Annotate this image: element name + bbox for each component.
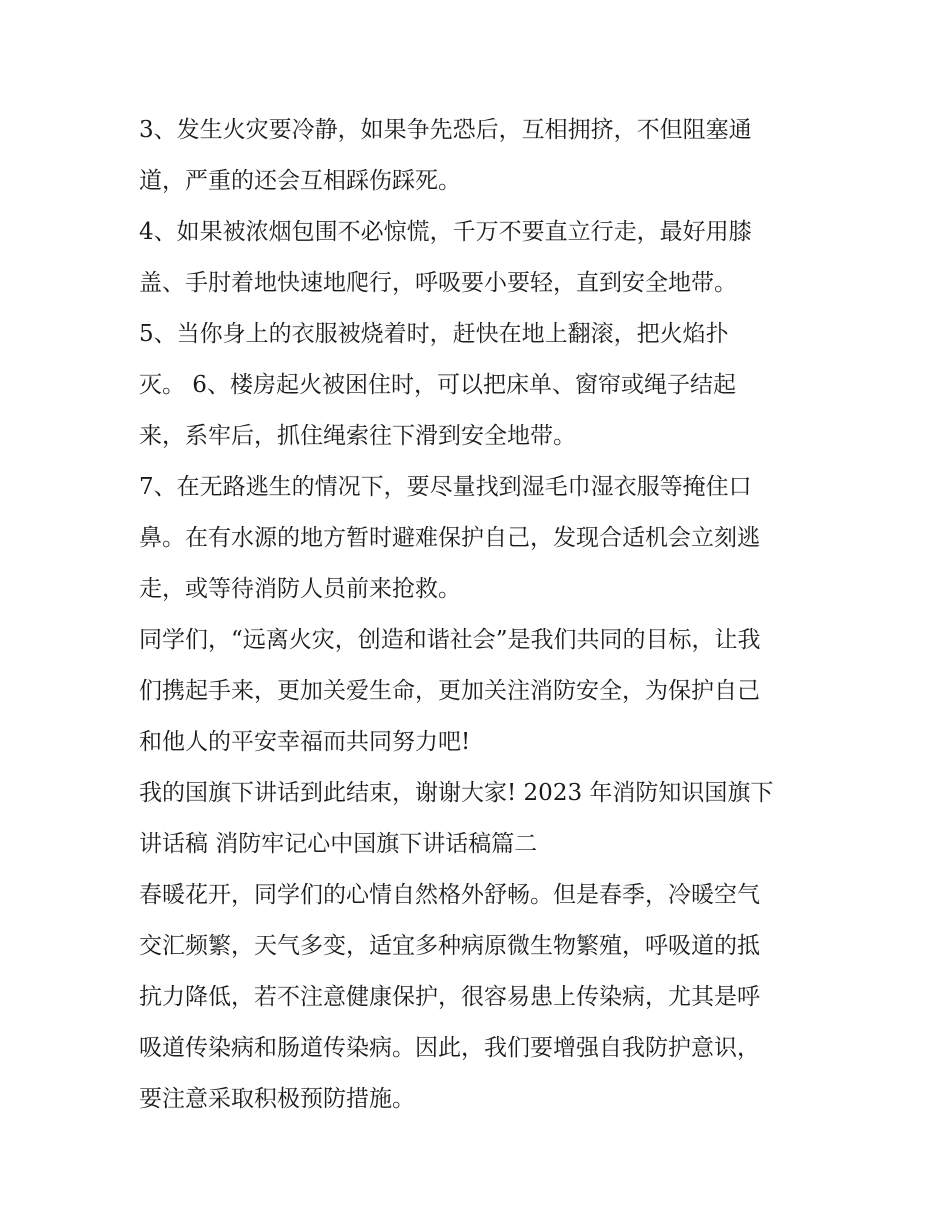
text-line: 吸道传染病和肠道传染病。因此，我们要增强自我防护意识， — [139, 1035, 760, 1061]
text-line: 来，系牢后，抓住绳索往下滑到安全地带。 — [139, 423, 576, 449]
text-line: 灭。 6、楼房起火被困住时，可以把床单、窗帘或绳子结起 — [139, 372, 736, 398]
document-body — [139, 105, 819, 1125]
text-line: 5、当你身上的衣服被烧着时，赶快在地上翻滚，把火焰扑 — [139, 321, 729, 347]
text-line: 4、如果被浓烟包围不必惊慌，千万不要直立行走，最好用膝 — [139, 219, 752, 245]
text-line: 3、发生火灾要冷静，如果争先恐后，互相拥挤，不但阻塞通 — [139, 117, 752, 143]
text-line: 们携起手来，更加关爱生命，更加关注消防安全，为保护自己 — [139, 678, 760, 704]
text-line: 讲话稿 消防牢记心中国旗下讲话稿篇二 — [139, 831, 538, 857]
text-line: 7、在无路逃生的情况下，要尽量找到湿毛巾湿衣服等掩住口 — [139, 474, 752, 500]
text-line: 道，严重的还会互相踩伤踩死。 — [139, 168, 461, 194]
text-line: 抗力降低，若不注意健康保护，很容易患上传染病，尤其是呼 — [139, 984, 760, 1010]
text-line: 同学们，“远离火灾，创造和谐社会”是我们共同的目标，让我 — [139, 627, 761, 653]
text-line: 鼻。在有水源的地方暂时避难保护自己，发现合适机会立刻逃 — [139, 525, 760, 551]
text-line: 交汇频繁，天气多变，适宜多种病原微生物繁殖，呼吸道的抵 — [139, 933, 760, 959]
text-line: 春暖花开，同学们的心情自然格外舒畅。但是春季，冷暖空气 — [139, 882, 760, 908]
text-line: 走，或等待消防人员前来抢救。 — [139, 576, 461, 602]
text-line: 要注意采取积极预防措施。 — [139, 1086, 415, 1112]
text-line: 盖、手肘着地快速地爬行，呼吸要小要轻，直到安全地带。 — [139, 270, 737, 296]
text-line: 和他人的平安幸福而共同努力吧! — [139, 729, 471, 755]
text-line: 我的国旗下讲话到此结束，谢谢大家! 2023 年消防知识国旗下 — [139, 780, 774, 806]
